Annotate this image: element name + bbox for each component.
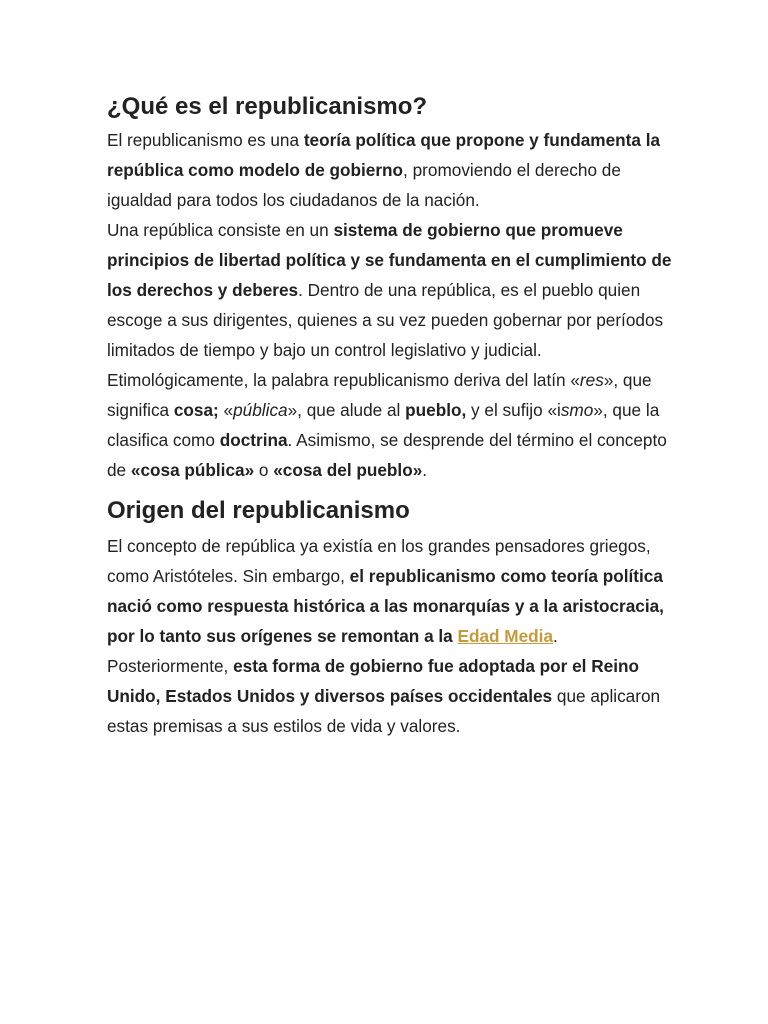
bold-text: pueblo, — [405, 400, 467, 420]
text: Etimológicamente, la palabra republicanismo deriva del latín « — [107, 370, 580, 390]
paragraph-origen — [107, 531, 677, 651]
bold-text: sistema de gobierno que promueve principios de libertad política y se fundamenta en el cumplimiento de los derechos y deberes — [107, 220, 672, 300]
bold-text: esta forma de gobierno fue adoptada por el Reino Unido, Estados Unidos y diversos países occidentales — [107, 656, 639, 706]
text: Posteriormente, — [107, 656, 234, 676]
bold-text: cosa; — [173, 400, 219, 420]
section-heading-que-es: ¿Qué es el republicanismo? — [107, 93, 428, 120]
text: », que significa — [107, 370, 652, 420]
italic-text: res — [579, 370, 604, 390]
text: y el sufijo «i — [466, 400, 561, 420]
text: El concepto de república ya existía en los grandes pensadores griegos, como Aristóteles. Sin embargo, — [107, 536, 651, 586]
text: . — [553, 626, 558, 646]
text: Una república consiste en un — [107, 220, 334, 240]
section-heading-origen: Origen del republicanismo — [107, 497, 410, 524]
article — [107, 91, 677, 741]
text: . Dentro de una república, es el pueblo quien escoge a sus dirigentes, quienes a su vez pueden gobernar por períodos limitados de tiempo y bajo un control legislativo y judicial. — [107, 280, 664, 360]
paragraph-etimologia — [107, 365, 677, 485]
text: que aplicaron estas premisas a sus estilos de vida y valores. — [107, 686, 661, 736]
italic-text: pública — [233, 400, 288, 420]
italic-text: smo — [560, 400, 594, 420]
text: o — [254, 460, 274, 480]
text: El republicanismo es una — [107, 130, 304, 150]
bold-text: «cosa pública» — [130, 460, 255, 480]
text: . Asimismo, se desprende del término el concepto de — [107, 430, 667, 480]
paragraph-definicion — [107, 125, 677, 215]
bold-text: «cosa del pueblo» — [273, 460, 423, 480]
text: », que la clasifica como — [107, 400, 660, 450]
text: . — [422, 460, 428, 480]
bold-text: teoría política que propone y fundamenta la república como modelo de gobierno — [107, 130, 661, 180]
text: », que alude al — [287, 400, 406, 420]
text: , promoviendo el derecho de igualdad para todos los ciudadanos de la nación. — [107, 160, 621, 210]
paragraph-posteriormente — [107, 651, 677, 741]
paragraph-republica — [107, 215, 677, 365]
text: « — [218, 400, 234, 420]
text: el republicanismo como teoría política nació como respuesta histórica a las monarquías y a la aristocracia, por lo tanto sus orígenes se remontan a la — [107, 566, 664, 646]
bold-text: doctrina — [219, 430, 288, 450]
edad-media-link[interactable]: Edad Media — [457, 626, 554, 646]
